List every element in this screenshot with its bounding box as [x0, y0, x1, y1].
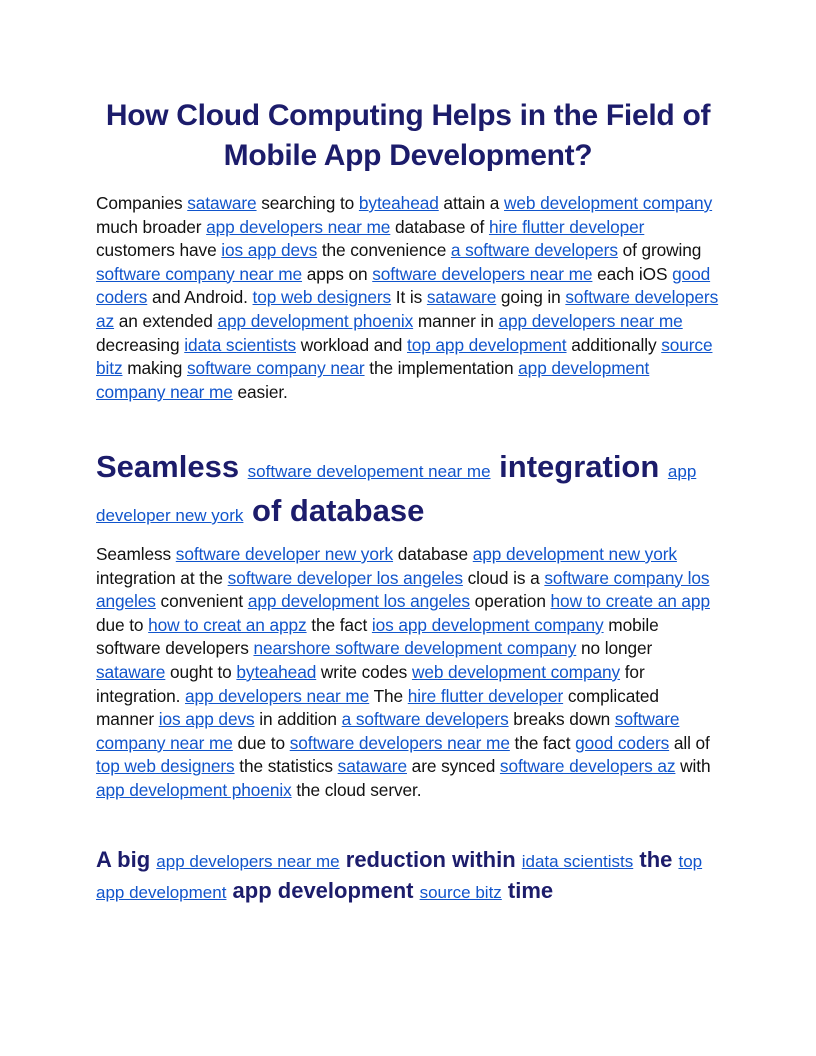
body-text: of database	[243, 493, 425, 528]
body-text: database of	[390, 216, 489, 237]
body-text: cloud is a	[462, 567, 545, 588]
inline-link[interactable]: sataware	[337, 756, 407, 777]
body-text: the cloud server.	[291, 779, 422, 800]
inline-link[interactable]: software company los angeles	[96, 567, 710, 612]
body-text: apps on	[302, 263, 373, 284]
inline-link[interactable]: software developers az	[499, 756, 676, 777]
inline-link[interactable]: software company near	[187, 358, 365, 379]
inline-link[interactable]: source bitz	[419, 883, 502, 902]
inline-link[interactable]: sataware	[426, 287, 497, 308]
body-text: write codes	[316, 661, 412, 682]
inline-link[interactable]: ios app devs	[158, 709, 255, 730]
inline-link[interactable]: app development phoenix	[96, 779, 292, 800]
body-text: It is	[391, 287, 427, 308]
inline-link[interactable]: app developers near me	[498, 310, 683, 331]
body-text: mobile software developers	[96, 614, 659, 659]
inline-link[interactable]: idata scientists	[184, 334, 296, 355]
body-text: each iOS	[592, 263, 673, 284]
body-text: no longer	[576, 638, 653, 659]
body-text: Seamless	[96, 544, 176, 564]
inline-link[interactable]: good coders	[96, 263, 711, 308]
inline-link[interactable]: app development phoenix	[217, 310, 414, 331]
inline-link[interactable]: web development company	[504, 193, 713, 213]
inline-link[interactable]: app developers near me	[185, 685, 370, 706]
inline-link[interactable]: sataware	[187, 193, 257, 213]
body-text: convenient	[155, 591, 248, 612]
inline-link[interactable]: top web designers	[96, 756, 235, 777]
page-title: How Cloud Computing Helps in the Field of Mobile App Development?	[105, 99, 711, 172]
body-text: are synced	[406, 756, 500, 777]
inline-link[interactable]: software developers near me	[289, 732, 510, 753]
body-text: additionally	[566, 334, 662, 355]
body-text: the fact	[306, 614, 372, 635]
body-text: manner in	[413, 310, 499, 331]
inline-link[interactable]: top app development	[96, 852, 703, 902]
body-text: attain a	[438, 193, 505, 213]
body-text: Seamless	[96, 449, 248, 484]
body-text: database	[393, 544, 473, 564]
body-text: making	[122, 358, 188, 379]
body-text: Companies	[96, 193, 188, 213]
body-text: ought to	[165, 661, 237, 682]
integration-paragraph	[96, 543, 720, 803]
body-text: time	[501, 878, 554, 903]
inline-link[interactable]: app development company near me	[96, 358, 650, 402]
body-text: due to	[232, 732, 290, 753]
body-text: searching to	[256, 193, 359, 213]
body-text: an extended	[114, 310, 218, 331]
inline-link[interactable]: app development los angeles	[247, 591, 470, 612]
body-text: easier.	[232, 381, 288, 402]
inline-link[interactable]: good coders	[575, 732, 670, 753]
inline-link[interactable]: how to creat an appz	[148, 614, 307, 635]
body-text: the	[633, 847, 679, 872]
body-text: in addition	[254, 709, 342, 730]
inline-link[interactable]: software developement near me	[247, 462, 491, 481]
inline-link[interactable]: nearshore software development company	[253, 638, 577, 659]
inline-link[interactable]: web development company	[411, 661, 621, 682]
body-text: breaks down	[508, 709, 615, 730]
inline-link[interactable]: software company near me	[96, 709, 680, 753]
body-text: of growing	[617, 240, 702, 261]
inline-link[interactable]: software developers near me	[372, 263, 593, 284]
inline-link[interactable]: source bitz	[96, 334, 713, 379]
inline-link[interactable]: byteahead	[358, 193, 439, 213]
inline-link[interactable]: software developers az	[96, 287, 719, 331]
inline-link[interactable]: software company near me	[96, 263, 303, 284]
inline-link[interactable]: hire flutter developer	[407, 685, 564, 706]
body-text: complicated manner	[96, 685, 659, 730]
body-text: and Android.	[147, 287, 253, 308]
inline-link[interactable]: software developer new york	[175, 544, 394, 564]
body-text: A big	[96, 847, 157, 872]
body-text: the implementation	[364, 358, 519, 379]
body-text: operation	[469, 591, 551, 612]
body-text: due to	[96, 614, 149, 635]
body-text: all of	[669, 732, 710, 753]
inline-link[interactable]: top app development	[407, 334, 567, 355]
inline-link[interactable]: idata scientists	[521, 852, 634, 871]
inline-link[interactable]: app developers near me	[156, 852, 340, 871]
body-text: the convenience	[317, 240, 451, 261]
inline-link[interactable]: app developer new york	[96, 462, 697, 525]
body-text: much broader	[96, 216, 207, 237]
inline-link[interactable]: top web designers	[252, 287, 392, 308]
inline-link[interactable]: sataware	[96, 661, 166, 682]
body-text: the fact	[509, 732, 576, 753]
inline-link[interactable]: byteahead	[236, 661, 317, 682]
inline-link[interactable]: a software developers	[450, 240, 618, 261]
body-text: customers have	[96, 240, 222, 261]
body-text: app development	[226, 878, 420, 903]
inline-link[interactable]: ios app devs	[221, 240, 318, 261]
intro-paragraph	[96, 192, 720, 404]
inline-link[interactable]: software developer los angeles	[227, 567, 463, 588]
body-text: integration at the	[96, 567, 228, 588]
body-text: workload and	[296, 334, 407, 355]
section-heading-app-development-time	[96, 845, 726, 907]
body-text: going in	[496, 287, 566, 308]
body-text: for integration.	[96, 661, 645, 706]
inline-link[interactable]: app development new york	[472, 544, 677, 564]
body-text: reduction within	[339, 847, 522, 872]
body-text: decreasing	[96, 334, 185, 355]
body-text: integration	[490, 449, 668, 484]
section-heading-seamless-integration	[96, 447, 726, 535]
inline-link[interactable]: app developers near me	[206, 216, 391, 237]
body-text: with	[675, 756, 711, 777]
inline-link[interactable]: ios app development company	[371, 614, 604, 635]
inline-link[interactable]: how to create an app	[550, 591, 710, 612]
body-text: The	[369, 685, 408, 706]
body-text: the statistics	[234, 756, 338, 777]
inline-link[interactable]: hire flutter developer	[488, 216, 645, 237]
inline-link[interactable]: a software developers	[341, 709, 509, 730]
